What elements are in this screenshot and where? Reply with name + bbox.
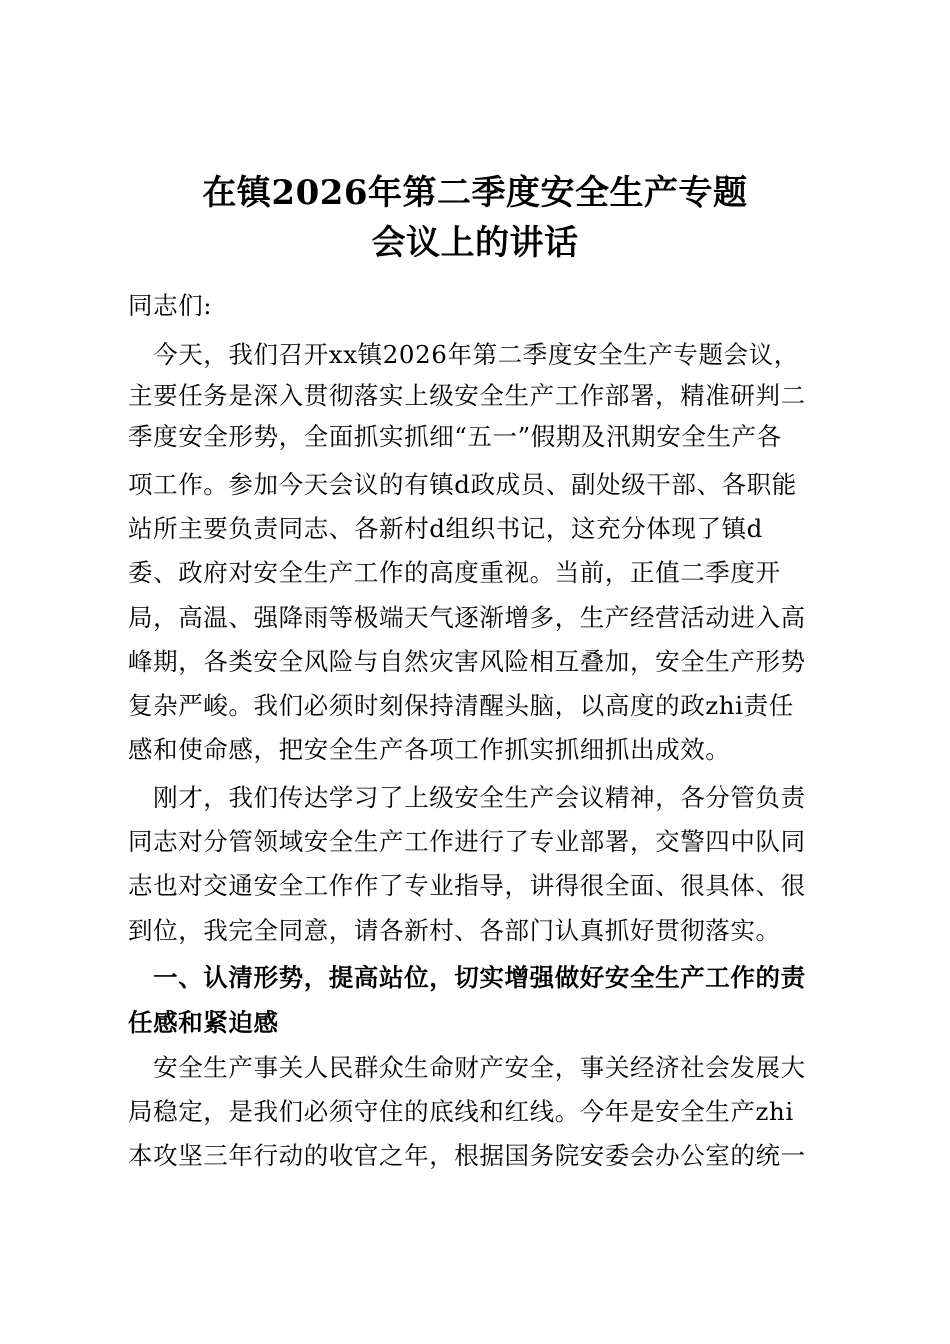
body-line: 到位，我完全同意，请各新村、各部门认真抓好贯彻落实。: [128, 916, 781, 945]
body-line: 季度安全形势，全面抓实抓细“五一”假期及汛期安全生产各: [128, 422, 782, 451]
body-line: 感和使命感，把安全生产各项工作抓实抓细抓出成效。: [128, 735, 731, 764]
body-line: 局稳定，是我们必须守住的底线和红线。今年是安全生产zhi: [128, 1097, 794, 1126]
body-line: 站所主要负责同志、各新村d组织书记，这充分体现了镇d: [128, 514, 763, 543]
body-line: 本攻坚三年行动的收官之年，根据国务院安委会办公室的统一: [128, 1141, 806, 1170]
body-line: 复杂严峻。我们必须时刻保持清醒头脑，以高度的政zhi责任: [128, 691, 794, 720]
salutation: 同志们:: [128, 291, 213, 320]
body-line: 志也对交通安全工作作了专业指导，讲得很全面、很具体、很: [128, 871, 806, 900]
body-line: 局，高温、强降雨等极端天气逐渐增多，生产经营活动进入高: [128, 603, 806, 632]
body-line: 委、政府对安全生产工作的高度重视。当前，正值二季度开: [128, 558, 781, 587]
document-title-line-1: 在镇2026年第二季度安全生产专题: [202, 173, 748, 213]
section-heading-line-2: 任感和紧迫感: [128, 1008, 279, 1037]
body-line: 安全生产事关人民群众生命财产安全，事关经济社会发展大: [128, 1053, 806, 1082]
body-line: 同志对分管领域安全生产工作进行了专业部署，交警四中队同: [128, 827, 806, 856]
document-title-line-2: 会议上的讲话: [371, 223, 579, 263]
body-line: 峰期，各类安全风险与自然灾害风险相互叠加，安全生产形势: [128, 647, 806, 676]
body-line: 刚才，我们传达学习了上级安全生产会议精神，各分管负责: [128, 783, 806, 812]
body-line: 项工作。参加今天会议的有镇d政成员、副处级干部、各职能: [128, 470, 797, 499]
section-heading-line-1: 一、认清形势，提高站位，切实增强做好安全生产工作的责: [128, 963, 806, 992]
body-line: 主要任务是深入贯彻落实上级安全生产工作部署，精准研判二: [128, 381, 806, 410]
body-line: 今天，我们召开xx镇2026年第二季度安全生产专题会议，: [128, 340, 799, 369]
